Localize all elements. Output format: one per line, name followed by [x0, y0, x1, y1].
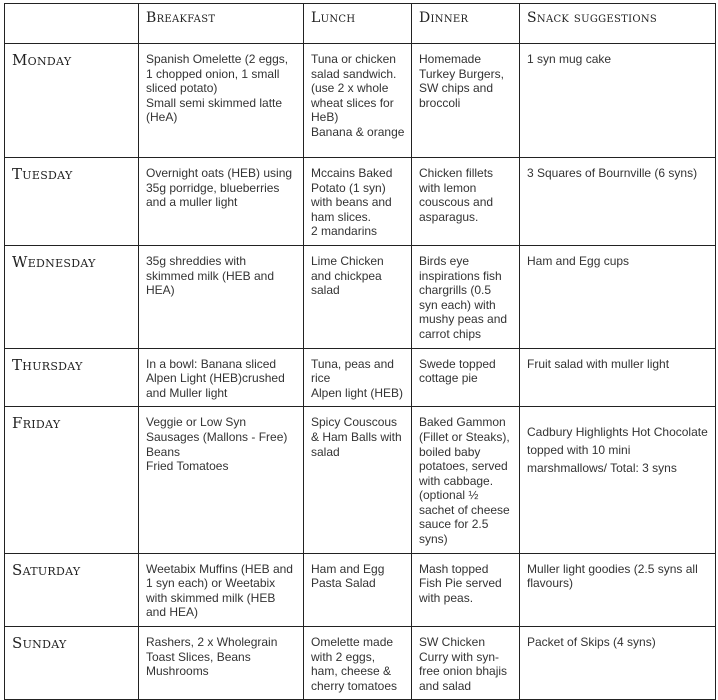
breakfast-line: Beans: [146, 444, 181, 459]
breakfast-cell: [139, 44, 304, 158]
breakfast-line: Mushrooms: [146, 664, 209, 679]
snack-line: 3 Squares of Bournville (6 syns): [527, 166, 698, 180]
breakfast-line: 35g shreddies with skimmed milk (HEB and HEA): [146, 253, 275, 298]
lunch-line: Ham and Egg Pasta Salad: [311, 561, 385, 591]
lunch-line: Omelette made with 2 eggs, ham, cheese & cherry tomatoes: [311, 635, 398, 693]
dinner-line: Mash topped Fish Pie served with peas.: [419, 561, 502, 605]
lunch-cell: [304, 553, 412, 626]
dinner-line: Baked Gammon (Fillet or Steaks), boiled baby potatoes, served with cabbage. (optional ½ sachet of cheese sauce for 2.5 syns): [419, 415, 510, 547]
breakfast-line: Small semi skimmed latte (HeA): [146, 95, 283, 125]
header-dinner: Dinner: [412, 4, 520, 44]
breakfast-line: Spanish Omelette (2 eggs, 1 chopped onion, 1 small sliced potato): [146, 52, 289, 96]
header-empty: [5, 4, 139, 44]
breakfast-cell: [139, 158, 304, 246]
header-breakfast: Breakfast: [139, 4, 304, 44]
breakfast-line: In a bowl: Banana sliced Alpen Light (HEB)crushed and Muller light: [146, 356, 285, 400]
lunch-cell: [304, 44, 412, 158]
header-snack: Snack suggestions: [520, 4, 716, 44]
dinner-line: SW Chicken Curry with syn-free onion bhajis and salad: [419, 635, 508, 693]
snack-line: Cadbury Highlights Hot Chocolate topped with 10 mini marshmallows/ Total: 3 syns: [527, 425, 708, 476]
breakfast-cell: [139, 407, 304, 553]
breakfast-line: Rashers, 2 x Wholegrain Toast Slices, Beans: [146, 635, 278, 664]
dinner-line: Swede topped cottage pie: [419, 356, 496, 386]
table-row: [5, 627, 716, 700]
lunch-cell: [304, 348, 412, 407]
breakfast-line: Weetabix Muffins (HEB and 1 syn each) or Weetabix with skimmed milk (HEB and HEA): [146, 561, 293, 620]
table-row: [5, 553, 716, 626]
day-label: Thursday: [5, 348, 139, 407]
lunch-cell: [304, 407, 412, 553]
dinner-cell: [412, 553, 520, 626]
snack-cell: [520, 158, 716, 246]
lunch-cell: [304, 245, 412, 348]
breakfast-cell: [139, 627, 304, 700]
meal-plan-table: [4, 3, 716, 700]
snack-cell: [520, 553, 716, 626]
snack-line: 1 syn mug cake: [527, 52, 612, 66]
header-row: [5, 4, 716, 44]
table-row: [5, 44, 716, 158]
breakfast-line: Fried Tomatoes: [146, 459, 229, 474]
lunch-line: 2 mandarins: [311, 224, 378, 239]
snack-line: Fruit salad with muller light: [527, 356, 670, 371]
table-row: [5, 348, 716, 407]
lunch-line: Banana & orange: [311, 124, 405, 139]
breakfast-line: Overnight oats (HEB) using 35g porridge, blueberries and a muller light: [146, 166, 293, 210]
table-row: [5, 158, 716, 246]
breakfast-cell: [139, 245, 304, 348]
dinner-cell: [412, 245, 520, 348]
breakfast-cell: [139, 553, 304, 626]
snack-line: Muller light goodies (2.5 syns all flavours): [527, 561, 698, 591]
snack-cell: [520, 627, 716, 700]
lunch-line: Tuna, peas and rice: [311, 356, 394, 386]
dinner-cell: [412, 348, 520, 407]
lunch-line: Alpen light (HEB): [311, 385, 404, 400]
dinner-cell: [412, 627, 520, 700]
dinner-line: Birds eye inspirations fish chargrills (0.5 syn each) with mushy peas and carrot chips: [419, 253, 508, 341]
breakfast-line: Veggie or Low Syn Sausages (Mallons - Free): [146, 415, 288, 444]
dinner-cell: [412, 44, 520, 158]
snack-cell: [520, 348, 716, 407]
dinner-line: Chicken fillets with lemon couscous and asparagus.: [419, 166, 494, 224]
breakfast-cell: [139, 348, 304, 407]
snack-cell: [520, 407, 716, 553]
dinner-cell: [412, 407, 520, 553]
day-label: Monday: [5, 44, 139, 158]
lunch-line: Tuna or chicken salad sandwich. (use 2 x whole wheat slices for HeB): [311, 52, 397, 125]
lunch-line: Spicy Couscous & Ham Balls with salad: [311, 415, 402, 459]
snack-line: Packet of Skips (4 syns): [527, 635, 656, 650]
day-label: Saturday: [5, 553, 139, 626]
dinner-cell: [412, 158, 520, 246]
lunch-line: Mccains Baked Potato (1 syn) with beans and ham slices.: [311, 166, 393, 224]
lunch-cell: [304, 627, 412, 700]
snack-line: Ham and Egg cups: [527, 253, 630, 268]
snack-cell: [520, 44, 716, 158]
day-label: Friday: [5, 407, 139, 553]
snack-cell: [520, 245, 716, 348]
table-row: [5, 407, 716, 553]
day-label: Sunday: [5, 627, 139, 700]
table-row: [5, 245, 716, 348]
day-label: Wednesday: [5, 245, 139, 348]
dinner-line: Homemade Turkey Burgers, SW chips and broccoli: [419, 52, 504, 110]
header-lunch: Lunch: [304, 4, 412, 44]
lunch-line: Lime Chicken and chickpea salad: [311, 253, 384, 298]
lunch-cell: [304, 158, 412, 246]
day-label: Tuesday: [5, 158, 139, 246]
